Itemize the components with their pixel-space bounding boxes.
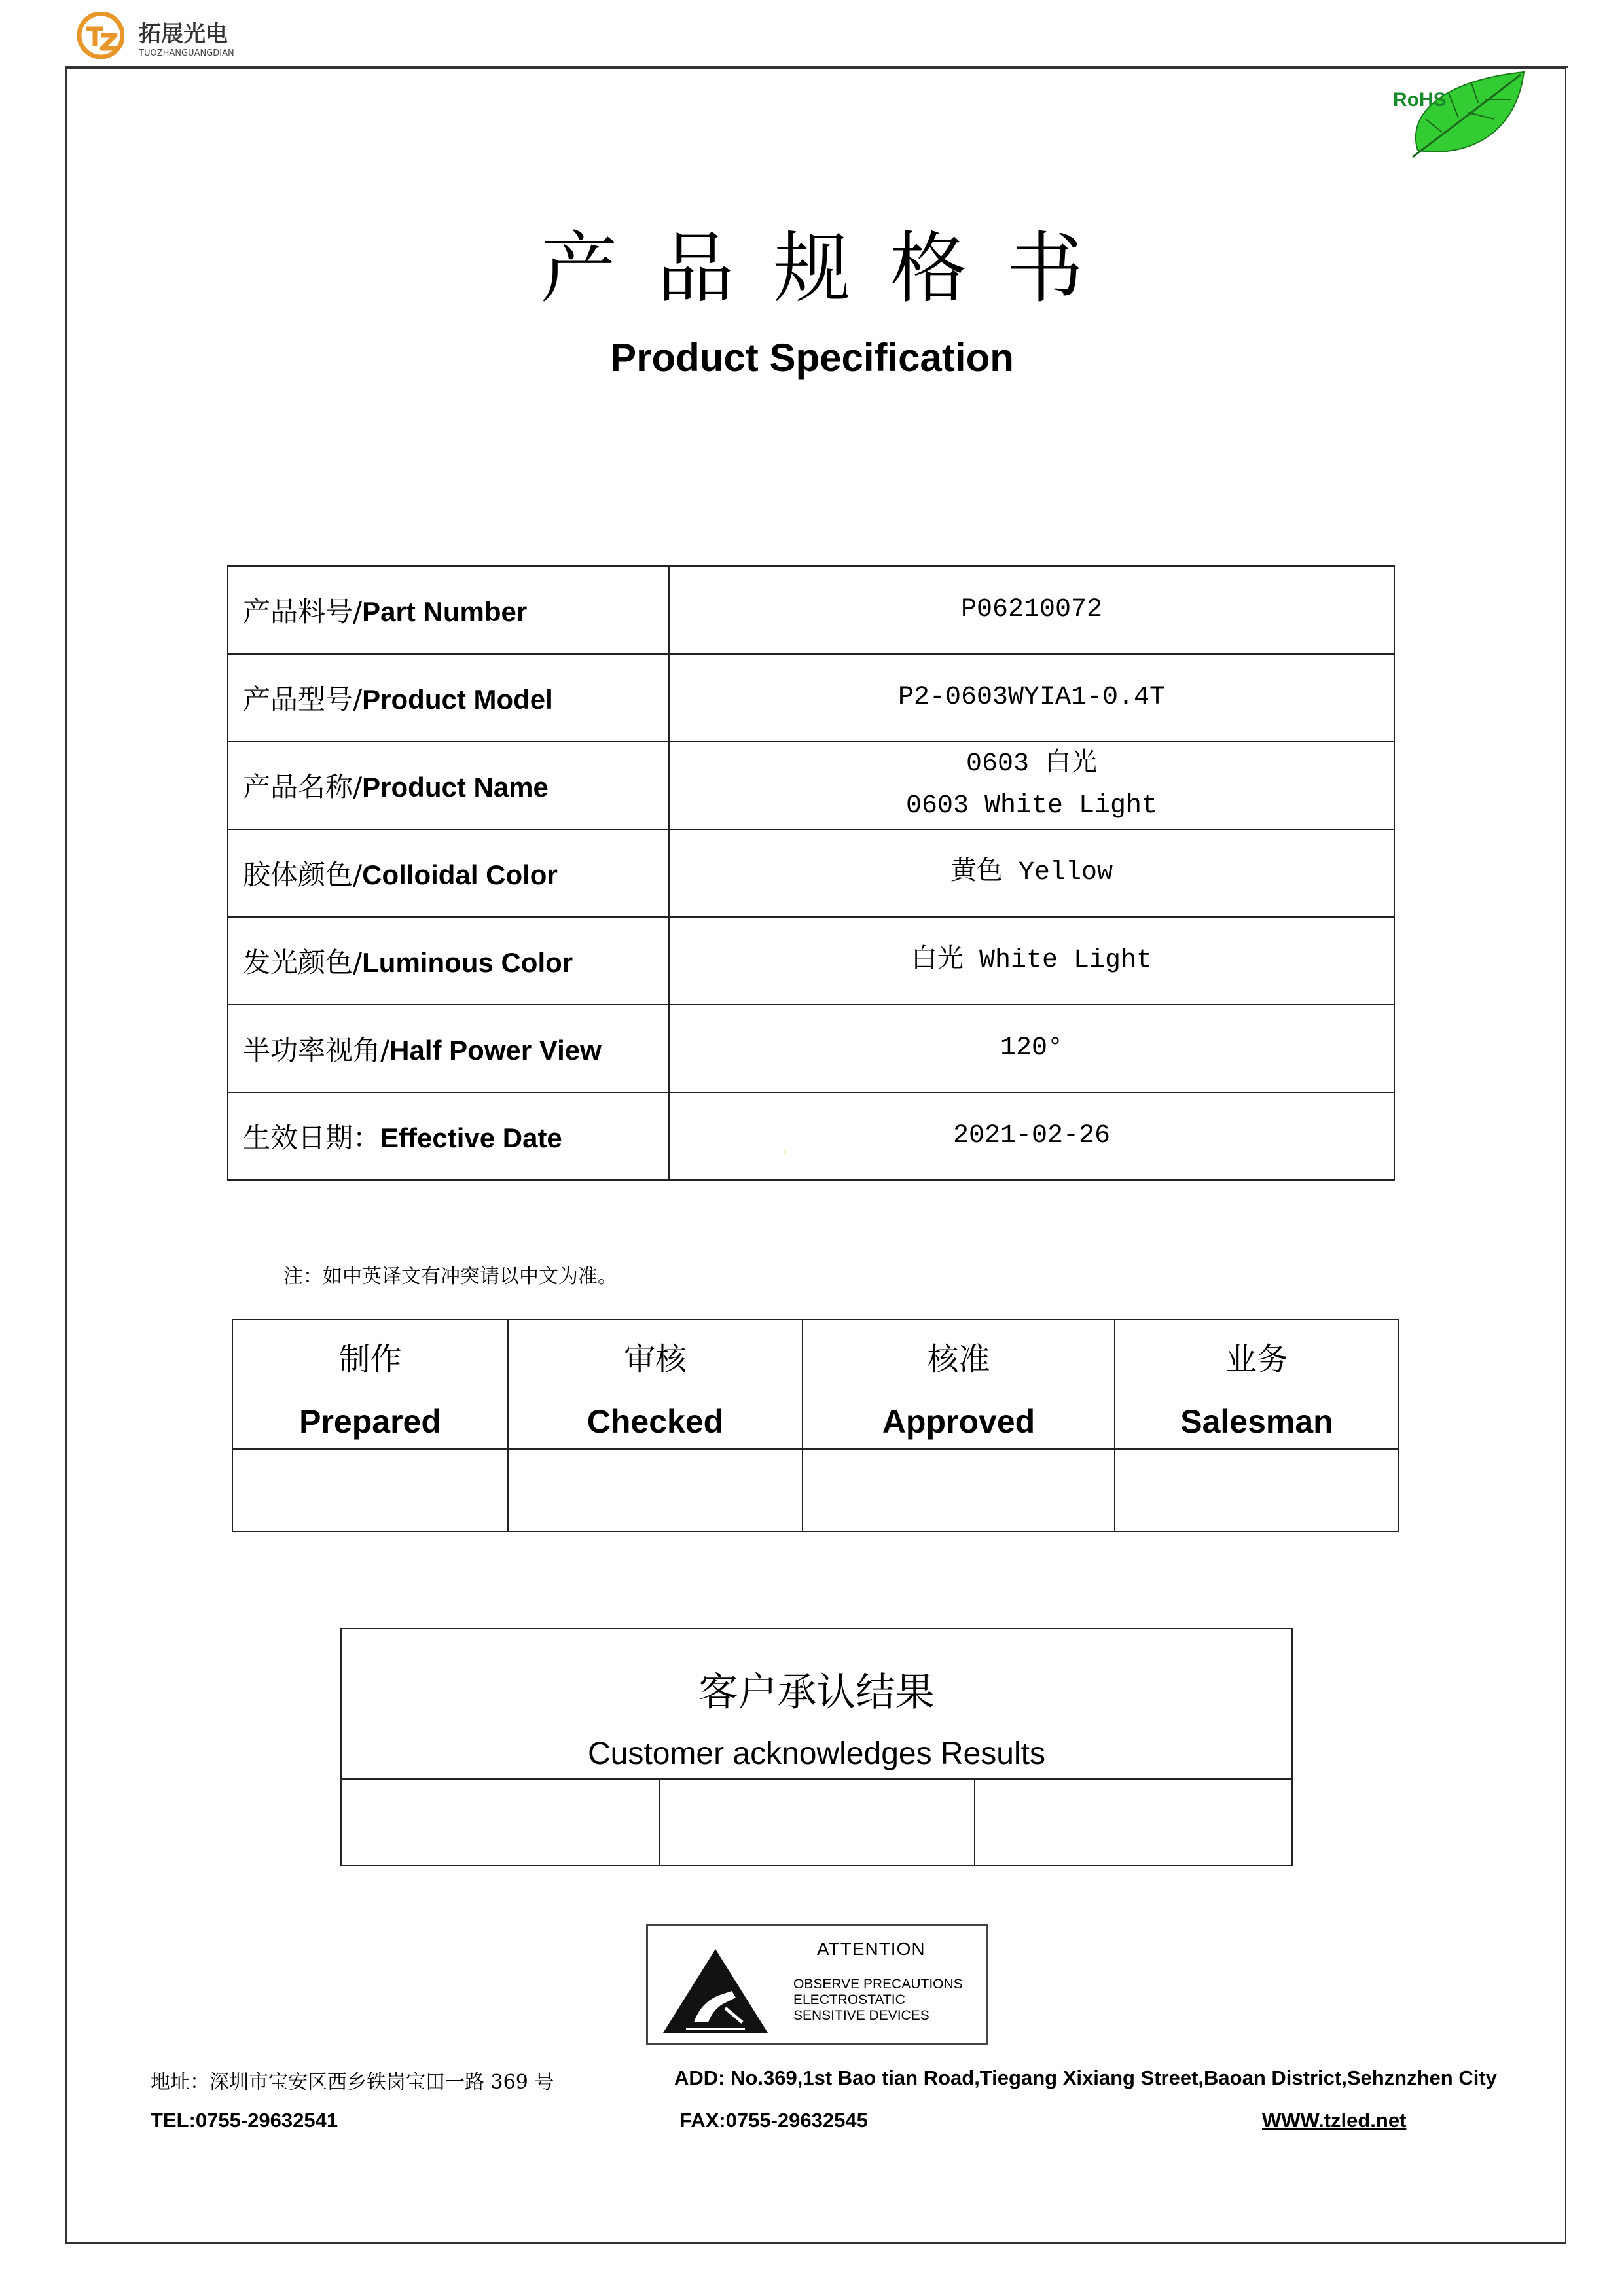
page-title-en: Product Specification xyxy=(610,336,1014,380)
fax: FAX:0755-29632545 xyxy=(679,2109,868,2132)
spec-label xyxy=(228,742,669,829)
approval-header-checked: 审核 Checked xyxy=(508,1319,803,1449)
spec-value xyxy=(669,742,1394,829)
esd-warning-icon xyxy=(660,1945,771,2037)
watermark: · xyxy=(783,1145,787,1159)
esd-attention-title: ATTENTION xyxy=(817,1939,926,1959)
spec-label xyxy=(228,917,669,1005)
spec-label-cn: 胶体颜色/ xyxy=(243,859,363,891)
spec-value xyxy=(669,1005,1394,1092)
approval-header-prepared: 制作 Prepared xyxy=(232,1319,508,1449)
translation-note: 注：如中英译文有冲突请以中文为准。 xyxy=(283,1265,617,1288)
approval-table xyxy=(232,1319,1399,1532)
spec-label-cn: 半功率视角/ xyxy=(243,1034,390,1066)
spec-value-line-2: 0603 White Light xyxy=(905,791,1158,821)
customer-header xyxy=(341,1628,1292,1779)
spec-label-en: Colloidal Color xyxy=(362,859,558,890)
spec-value-line: P2-0603WYIA1-0.4T xyxy=(897,683,1166,712)
spec-label-cn: 发光颜色/ xyxy=(243,946,363,978)
customer-title-en: Customer acknowledges Results xyxy=(588,1736,1045,1771)
address-cn: 地址：深圳市宝安区西乡铁岗宝田一路 369 号 xyxy=(151,2071,554,2094)
company-name-en: TUOZHANGUANGDIAN xyxy=(139,48,234,58)
spec-row xyxy=(228,742,1394,829)
approval-signature-checked[interactable] xyxy=(508,1449,803,1532)
spec-row xyxy=(228,1005,1394,1092)
spec-label xyxy=(228,654,669,742)
spec-label-cn: 生效日期： xyxy=(243,1122,381,1154)
spec-label xyxy=(228,566,669,654)
spec-label-en: Luminous Color xyxy=(362,947,573,978)
spec-label xyxy=(228,1005,669,1092)
approval-signature-prepared[interactable] xyxy=(232,1449,508,1532)
approval-header-approved: 核准 Approved xyxy=(803,1319,1115,1449)
page-title-cn: 产品规格书 xyxy=(540,223,1123,314)
spec-label-en: Half Power View xyxy=(389,1035,602,1066)
spec-label-en: Part Number xyxy=(362,596,528,627)
customer-title-cn: 客户承认结果 xyxy=(698,1670,935,1715)
approval-signature-salesman[interactable] xyxy=(1115,1449,1399,1532)
spec-label xyxy=(228,1092,669,1180)
esd-line-2: ELECTROSTATIC xyxy=(793,1992,905,2007)
approval-signature-approved[interactable] xyxy=(803,1449,1115,1532)
spec-label-en: Product Model xyxy=(362,684,553,715)
spec-value xyxy=(669,829,1394,917)
esd-line-1: OBSERVE PRECAUTIONS xyxy=(793,1977,963,1992)
spec-label-en: Product Name xyxy=(362,772,549,802)
spec-value xyxy=(669,654,1394,742)
spec-value-line: 2021-02-26 xyxy=(952,1121,1111,1151)
spec-value-line: 0603 白光 xyxy=(965,749,1098,779)
spec-table xyxy=(227,565,1395,1181)
spec-row xyxy=(228,829,1394,917)
rohs-leaf-icon xyxy=(1386,67,1527,158)
spec-row xyxy=(228,1092,1394,1180)
spec-label xyxy=(228,829,669,917)
company-logo xyxy=(77,12,247,64)
spec-value-line: P06210072 xyxy=(960,595,1103,624)
spec-value-line: 黄色 Yellow xyxy=(950,858,1113,888)
spec-label-cn: 产品名称/ xyxy=(243,771,363,803)
spec-label-en: Effective Date xyxy=(380,1122,562,1153)
address-en: ADD: No.369,1st Bao tian Road,Tiegang Xixiang Street,Baoan District,Sehznzhen City xyxy=(674,2066,1497,2089)
approval-header-salesman: 业务 Salesman xyxy=(1115,1319,1399,1449)
esd-line-3: SENSITIVE DEVICES xyxy=(793,2008,929,2023)
company-name-cn: 拓展光电 xyxy=(139,21,228,47)
customer-acknowledgement-table xyxy=(340,1628,1293,1866)
telephone: TEL:0755-29632541 xyxy=(151,2109,338,2132)
spec-label-cn: 产品料号/ xyxy=(243,596,363,628)
tz-logo-icon xyxy=(77,12,124,59)
spec-row xyxy=(228,654,1394,742)
spec-value xyxy=(669,566,1394,654)
esd-attention-box xyxy=(646,1924,988,2045)
customer-cell-3[interactable] xyxy=(975,1779,1292,1865)
customer-cell-2[interactable] xyxy=(660,1779,975,1865)
spec-value xyxy=(669,917,1394,1005)
spec-row xyxy=(228,917,1394,1005)
customer-cell-1[interactable] xyxy=(341,1779,660,1865)
spec-value-line: 白光 White Light xyxy=(911,946,1153,975)
spec-value-line: 120° xyxy=(1000,1033,1063,1063)
spec-value xyxy=(669,1092,1394,1180)
website-link[interactable]: WWW.tzled.net xyxy=(1262,2109,1407,2132)
spec-label-cn: 产品型号/ xyxy=(243,683,363,715)
rohs-label: RoHS xyxy=(1393,89,1447,111)
spec-row xyxy=(228,566,1394,654)
